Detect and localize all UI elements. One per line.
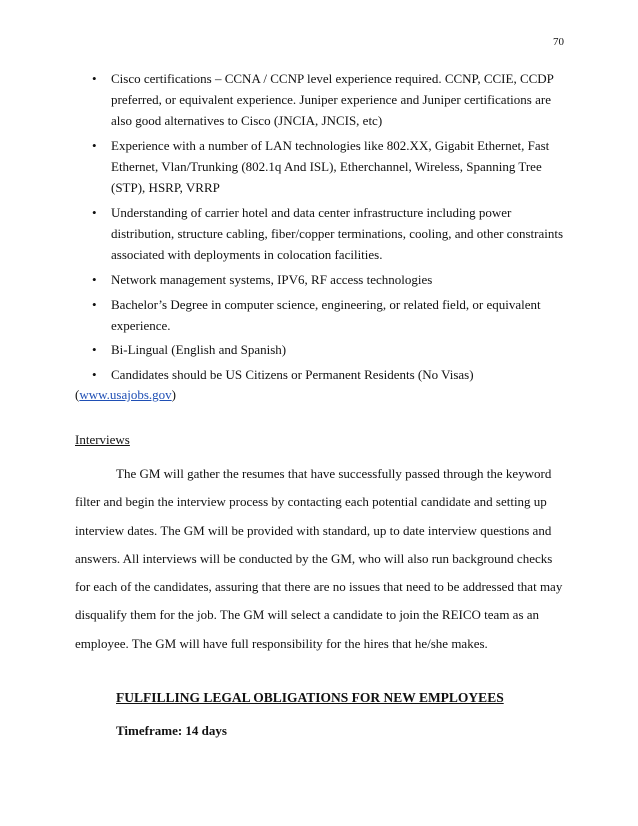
list-item: • Candidates should be US Citizens or Permanent Residents (No Visas) bbox=[82, 364, 572, 385]
usajobs-link[interactable]: www.usajobs.gov bbox=[79, 387, 172, 402]
interviews-heading: Interviews bbox=[75, 432, 130, 447]
list-item: • Bi-Lingual (English and Spanish) bbox=[82, 339, 572, 360]
requirements-list bbox=[82, 68, 572, 389]
source-open-paren: ( bbox=[75, 387, 80, 402]
source-close-paren: ) bbox=[171, 387, 177, 402]
page-number: 70 bbox=[553, 36, 564, 48]
list-item: • Understanding of carrier hotel and data center infrastructure including power distribution, structure cabling, fiber/copper terminations, cooling, and other constraints associated with deployments in colocation facilities. bbox=[82, 202, 572, 266]
list-item: • Network management systems, IPV6, RF access technologies bbox=[82, 269, 572, 290]
timeframe-label: Timeframe: 14 days bbox=[116, 723, 227, 738]
list-item: • Experience with a number of LAN technologies like 802.XX, Gigabit Ethernet, Fast Ethernet, Vlan/Trunking (802.1q And ISL), Etherchannel, Wireless, Spanning Tree (STP), HSRP, VRRP bbox=[82, 135, 572, 199]
list-item: • Cisco certifications – CCNA / CCNP level experience required. CCNP, CCIE, CCDP preferred, or equivalent experience. Juniper experience and Juniper certifications are also good alternatives to Cisco (JNCIA, JNCIS, etc) bbox=[82, 68, 572, 132]
legal-obligations-heading: FULFILLING LEGAL OBLIGATIONS FOR NEW EMPLOYEES bbox=[116, 690, 504, 705]
interviews-paragraph: The GM will gather the resumes that have successfully passed through the keyword filter and begin the interview process by contacting each potential candidate and setting up interview dates. The GM will be provided with standard, up to date interview questions and answers. All interviews will be conducted by the GM, who will also run background checks for each of the candidates, assuring that there are no issues that need to be addressed that may disqualify them for the job. The GM will select a candidate to join the REICO team as an employee. The GM will have full responsibility for the hires that he/she makes. bbox=[75, 466, 563, 651]
list-item: • Bachelor’s Degree in computer science, engineering, or related field, or equivalent experience. bbox=[82, 294, 572, 336]
source-citation bbox=[75, 384, 176, 405]
